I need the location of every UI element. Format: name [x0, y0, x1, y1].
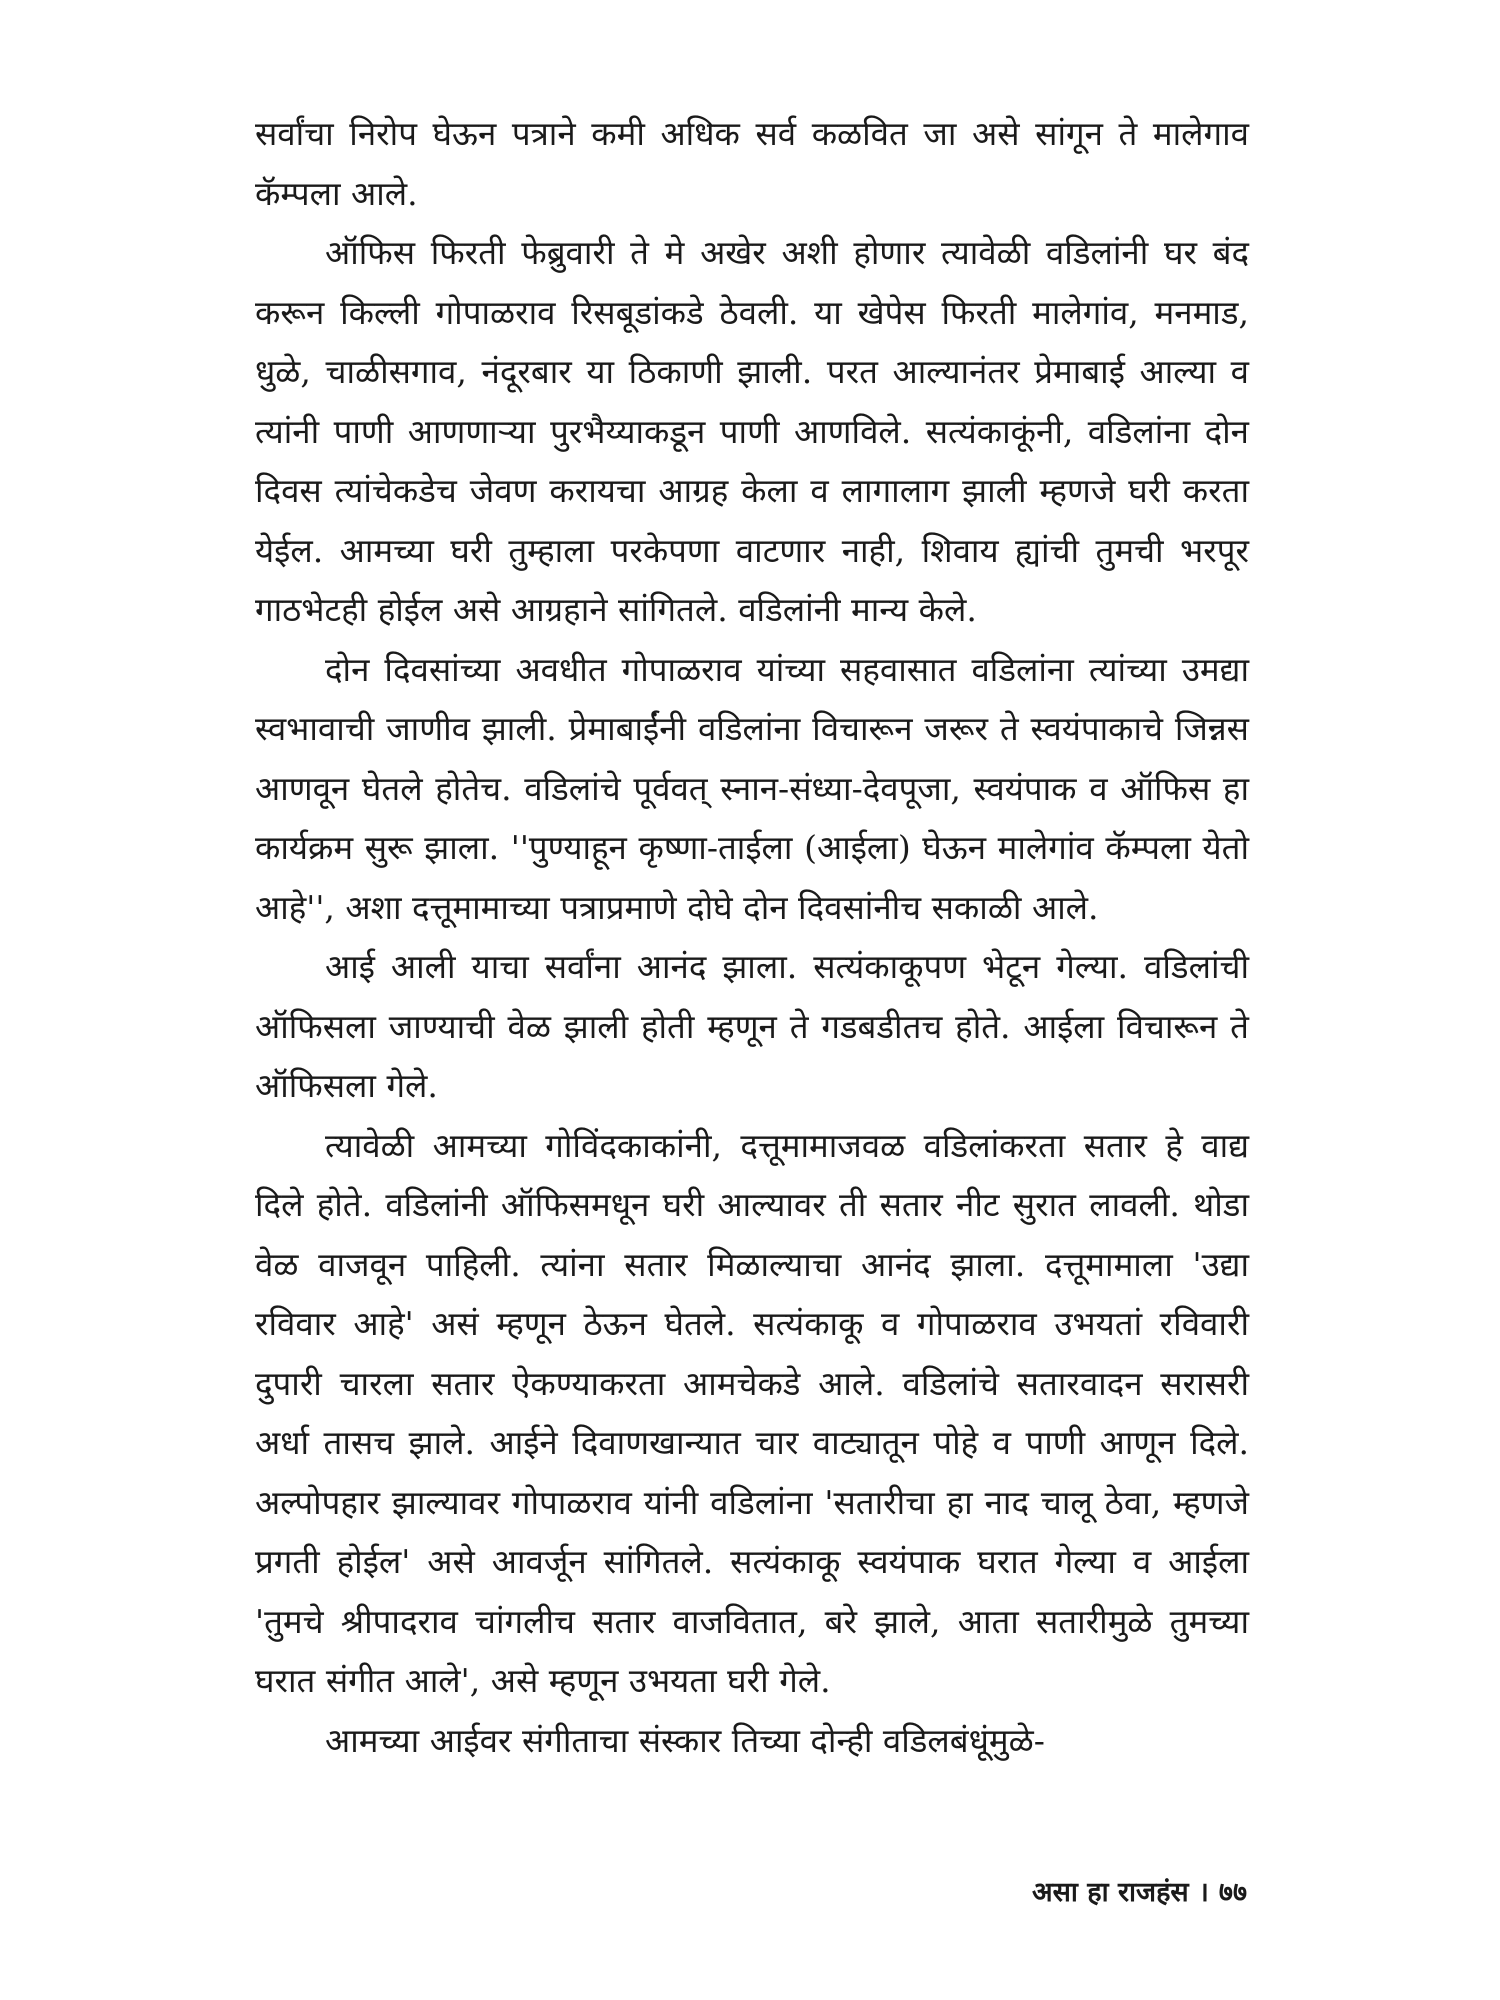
- paragraph-sitar: त्यावेळी आमच्या गोविंदकाकांनी, दत्तूमामाजवळ वडिलांकरता सतार हे वाद्य दिले होते. वडिलांनी ऑफिसमधून घरी आल्यावर ती सतार नीट सुरात लावली. थोडा वेळ वाजवून पाहिली. त्यांना सतार मिळाल्याचा आनंद झाला. दत्तूमामाला 'उद्या रविवार आहे' असं म्हणून ठेऊन घेतले. सत्यंकाकू व गोपाळराव उभयतां रविवारी दुपारी चारला सतार ऐकण्याकरता आमचेकडे आले. वडिलांचे सतारवादन सरासरी अर्धा तासच झाले. आईने दिवाणखान्यात चार वाट्यातून पोहे व पाणी आणून दिले. अल्पोपहार झाल्यावर गोपाळराव यांनी वडिलांना 'सतारीचा हा नाद चालू ठेवा, म्हणजे प्रगती होईल' असे आवर्जून सांगितले. सत्यंकाकू स्वयंपाक घरात गेल्या व आईला 'तुमचे श्रीपादराव चांगलीच सतार वाजवितात, बरे झाले, आता सतारीमुळे तुमच्या घरात संगीत आले', असे म्हणून उभयता घरी गेले.: [255, 1125, 1249, 1700]
- paragraph-continuation: सर्वांचा निरोप घेऊन पत्राने कमी अधिक सर्व कळवित जा असे सांगून ते मालेगाव कॅम्पला आले.: [255, 114, 1249, 213]
- page-number: ७७: [1218, 1877, 1247, 1908]
- paragraph-office-tour: ऑफिस फिरती फेब्रुवारी ते मे अखेर अशी होणार त्यावेळी वडिलांनी घर बंद करून किल्ली गोपाळराव रिसबूडांकडे ठेवली. या खेपेस फिरती मालेगांव, मनमाड, धुळे, चाळीसगाव, नंदूरबार या ठिकाणी झाली. परत आल्यानंतर प्रेमाबाई आल्या व त्यांनी पाणी आणणाऱ्या पुरभैय्याकडून पाणी आणविले. सत्यंकाकूंनी, वडिलांना दोन दिवस त्यांचेकडेच जेवण करायचा आग्रह केला व लागालाग झाली म्हणजे घरी करता येईल. आमच्या घरी तुम्हाला परकेपणा वाटणार नाही, शिवाय ह्यांची तुमची भरपूर गाठभेटही होईल असे आग्रहाने सांगितले. वडिलांनी मान्य केले.: [255, 233, 1249, 629]
- paragraph-music-influence: आमच्या आईवर संगीताचा संस्कार तिच्या दोन्ही वडिलबंधूंमुळे-: [325, 1720, 1045, 1760]
- paragraph-mother-arrives: आई आली याचा सर्वांना आनंद झाला. सत्यंकाकूपण भेटून गेल्या. वडिलांची ऑफिसला जाण्याची वेळ झाली होती म्हणून ते गडबडीतच होते. आईला विचारून ते ऑफिसला गेले.: [255, 947, 1249, 1105]
- footer-separator: ।: [1198, 1877, 1209, 1908]
- paragraph-two-days: दोन दिवसांच्या अवधीत गोपाळराव यांच्या सहवासात वडिलांना त्यांच्या उमद्या स्वभावाची जाणीव झाली. प्रेमाबाईंनी वडिलांना विचारून जरूर ते स्वयंपाकाचे जिन्नस आणवून घेतले होतेच. वडिलांचे पूर्ववत् स्नान-संध्या-देवपूजा, स्वयंपाक व ऑफिस हा कार्यक्रम सुरू झाला. ''पुण्याहून कृष्णा-ताईला (आईला) घेऊन मालेगांव कॅम्पला येतो आहे'', अशा दत्तूमामाच्या पत्राप्रमाणे दोघे दोन दिवसांनीच सकाळी आले.: [255, 649, 1249, 927]
- page-footer: [1032, 1872, 1247, 1909]
- body-text: [255, 104, 1249, 1770]
- footer-book-title: असा हा राजहंस: [1032, 1877, 1189, 1908]
